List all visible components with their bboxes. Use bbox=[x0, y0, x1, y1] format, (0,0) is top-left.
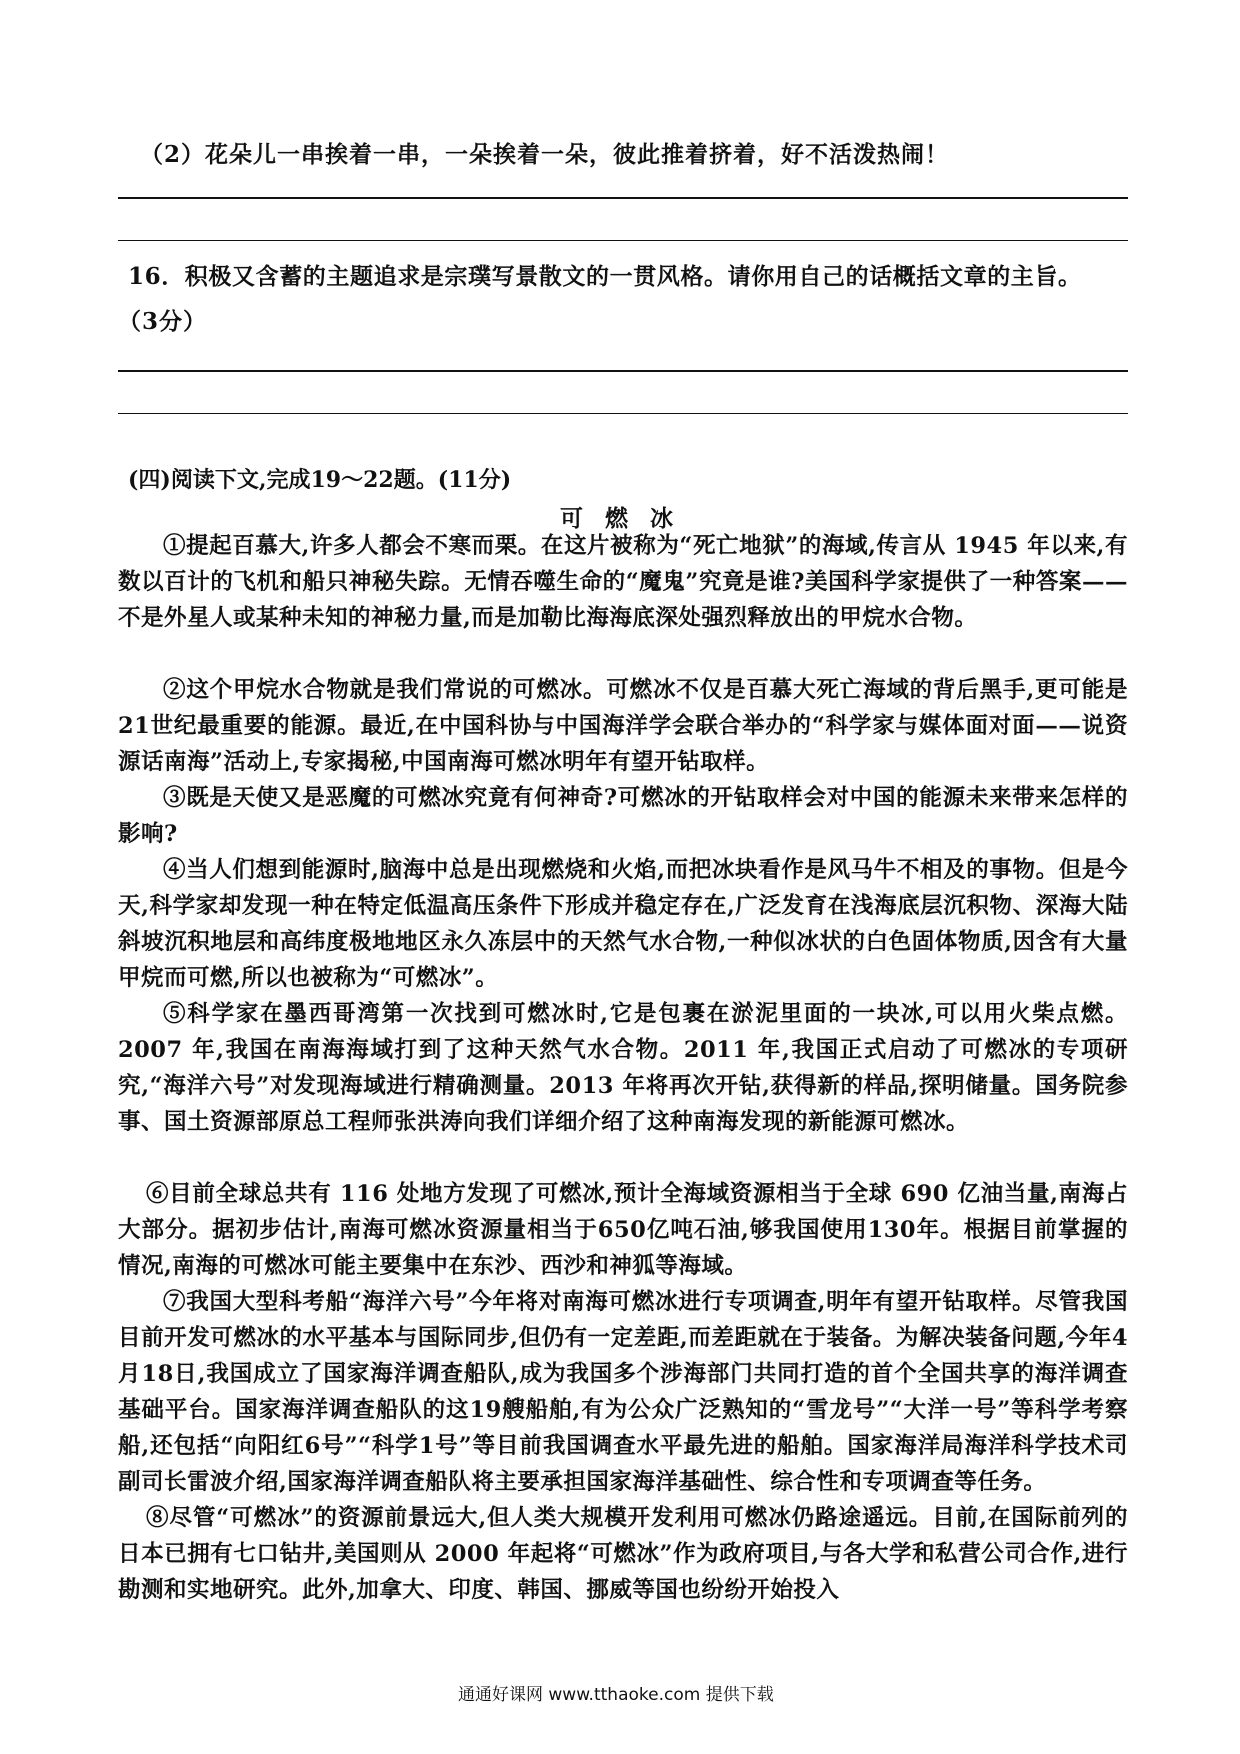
answer-line[interactable] bbox=[118, 240, 1128, 241]
answer-line[interactable] bbox=[118, 413, 1128, 414]
question-2-text: （2）花朵儿一串挨着一串，一朵挨着一朵，彼此推着挤着，好不活泼热闹！ bbox=[140, 141, 950, 168]
question-16-line-1: 16．积极又含蓄的主题追求是宗璞写景散文的一贯风格。请你用自己的话概括文章的主旨。 bbox=[128, 263, 1082, 290]
section-heading: (四)阅读下文,完成19～22题。(11分) bbox=[128, 467, 512, 493]
article-title: 可燃冰 bbox=[560, 505, 695, 532]
page-footer: 通通好课网 www.tthaoke.com 提供下载 bbox=[458, 1685, 774, 1705]
article-paragraph: ①提起百慕大,许多人都会不寒而栗。在这片被称为“死亡地狱”的海域,传言从 1945 年以来,有数以百计的飞机和船只神秘失踪。无情吞噬生命的“魔鬼”究竟是谁?美国科学家提供了一种答案——不是外星人或某种未知的神秘力量,而是加勒比海海底深处强烈释放出的甲烷水合物。 bbox=[118, 533, 1128, 631]
article-paragraph: ⑤科学家在墨西哥湾第一次找到可燃冰时,它是包裹在淤泥里面的一块冰,可以用火柴点燃。2007 年,我国在南海海域打到了这种天然气水合物。2011 年,我国正式启动了可燃冰的专项研究,“海洋六号”对发现海域进行精确测量。2013 年将再次开钻,获得新的样品,探明储量。国务院参事、国土资源部原总工程师张洪涛向我们详细介绍了这种南海发现的新能源可燃冰。 bbox=[118, 1001, 1128, 1135]
answer-line[interactable] bbox=[118, 370, 1128, 372]
article-paragraph: ③既是天使又是恶魔的可燃冰究竟有何神奇?可燃冰的开钻取样会对中国的能源未来带来怎样的影响? bbox=[118, 785, 1128, 847]
article-paragraph: ④当人们想到能源时,脑海中总是出现燃烧和火焰,而把冰块看作是风马牛不相及的事物。但是今天,科学家却发现一种在特定低温高压条件下形成并稳定存在,广泛发育在浅海底层沉积物、深海大陆斜坡沉积地层和高纬度极地地区永久冻层中的天然气水合物,一种似冰状的白色固体物质,因含有大量甲烷而可燃,所以也被称为“可燃冰”。 bbox=[118, 857, 1128, 991]
answer-line[interactable] bbox=[118, 197, 1128, 199]
article-paragraph: ⑧尽管“可燃冰”的资源前景远大,但人类大规模开发利用可燃冰仍路途遥远。目前,在国际前列的日本已拥有七口钻井,美国则从 2000 年起将“可燃冰”作为政府项目,与各大学和私营公司合作,进行勘测和实地研究。此外,加拿大、印度、韩国、挪威等国也纷纷开始投入 bbox=[118, 1505, 1128, 1603]
article-paragraph: ⑦我国大型科考船“海洋六号”今年将对南海可燃冰进行专项调查,明年有望开钻取样。尽管我国目前开发可燃冰的水平基本与国际同步,但仍有一定差距,而差距就在于装备。为解决装备问题,今年4月18日,我国成立了国家海洋调查船队,成为我国多个涉海部门共同打造的首个全国共享的海洋调查基础平台。国家海洋调查船队的这19艘船舶,有为公众广泛熟知的“雪龙号”“大洋一号”等科学考察船,还包括“向阳红6号”“科学1号”等目前我国调查水平最先进的船舶。国家海洋局海洋科学技术司副司长雷波介绍,国家海洋调查船队将主要承担国家海洋基础性、综合性和专项调查等任务。 bbox=[118, 1289, 1128, 1495]
article-paragraph: ⑥目前全球总共有 116 处地方发现了可燃冰,预计全海域资源相当于全球 690 亿油当量,南海占大部分。据初步估计,南海可燃冰资源量相当于650亿吨石油,够我国使用130年。根据目前掌握的情况,南海的可燃冰可能主要集中在东沙、西沙和神狐等海域。 bbox=[118, 1181, 1128, 1279]
article-paragraph: ②这个甲烷水合物就是我们常说的可燃冰。可燃冰不仅是百慕大死亡海域的背后黑手,更可能是21世纪最重要的能源。最近,在中国科协与中国海洋学会联合举办的“科学家与媒体面对面——说资源话南海”活动上,专家揭秘,中国南海可燃冰明年有望开钻取样。 bbox=[118, 677, 1128, 775]
question-16-points: （3分） bbox=[118, 308, 208, 335]
